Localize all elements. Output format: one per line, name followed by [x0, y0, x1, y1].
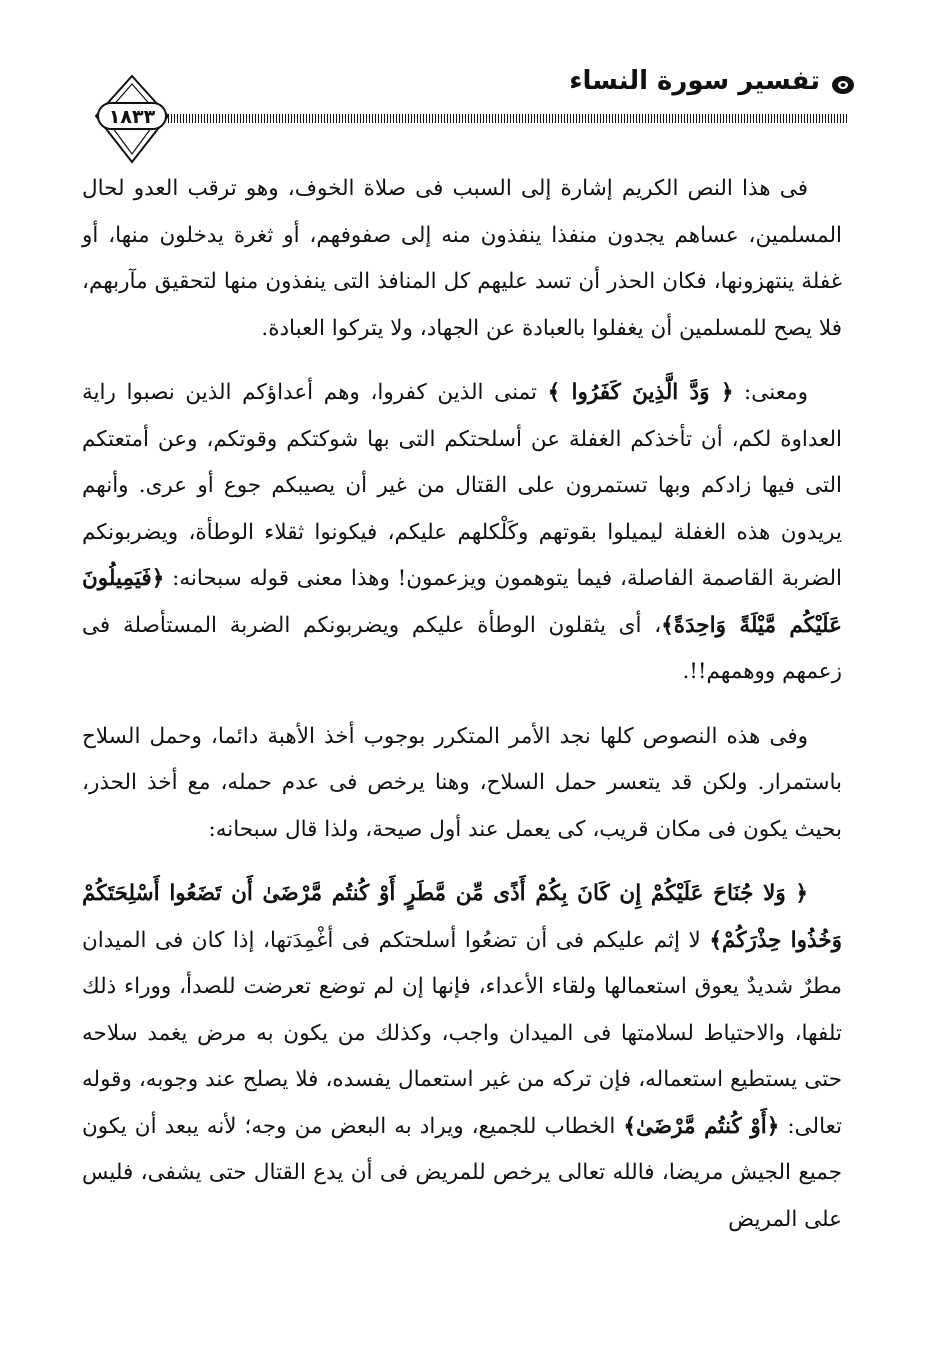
page-number: ١٨٣٣ — [108, 106, 156, 128]
decorative-flower-icon — [830, 74, 856, 96]
paragraph-text: ومعنى: — [733, 380, 808, 405]
quran-verse: ﴿فَيَمِيلُونَ عَلَيْكُم مَّيْلَةً وَاحِدَةً﴾ — [82, 566, 842, 638]
paragraph-text: الخطاب للجميع، ويراد به البعض من وجه؛ لأنه يبعد أن يكون جميع الجيش مريضا، فالله تعالى يرخص للمريض فى أن يدع القتال حتى يشفى، فليس على المريض — [82, 1113, 842, 1232]
paragraph-text: لا إثم عليكم فى أن تضعُوا أسلحتكم فى أغْمِدَتها، إذا كان فى الميدان مطرٌ شديدٌ يعوق استعمالها ولقاء الأعداء، فإنها إن لم توضع تعرضت للصدأ، ووراء ذلك تلفها، والاحتياط لسلامتها فى الميدان واجب، وكذلك من يكون به مرض يغمد سلاحه حتى يستطيع استعماله، فإن تركه من غير استعمال يفسده، فلا يصلح عند وجوبه، وقوله تعالى: — [82, 927, 842, 1139]
body-paragraph — [82, 166, 842, 352]
paragraph-text: تمنى الذين كفروا، وهم أعداؤكم الذين نصبوا راية العداوة لكم، أن تأخذكم الغفلة عن أسلحتكم التى بها شوكتكم وقوتكم، وعن أمتعتكم التى فيها زادكم وبها تستمرون على القتال من غير أن يصيبكم جوع أو عرى. وأنهم يريدون هذه الغفلة ليميلوا بقوتهم وكَلْكلهم عليكم، فيكونوا ثقلاء الوطأة، ويضربونكم الضربة القاصمة الفاصلة، فيما يتوهمون ويزعمون! وهذا معنى قوله سبحانه: — [82, 380, 842, 591]
body-paragraph — [82, 370, 842, 696]
header-rule — [168, 114, 848, 123]
body-paragraph — [82, 871, 842, 1243]
page-number-badge — [92, 72, 172, 162]
body-paragraph — [82, 714, 842, 854]
quran-verse: ﴿أَوْ كُنتُم مَّرْضَىٰ﴾ — [623, 1113, 780, 1139]
paragraph-text: ، أى يثقلون الوطأة عليكم ويضربونكم الضربة المستأصلة فى زعمهم ووهمهم!!. — [82, 612, 842, 684]
page-header — [92, 60, 862, 160]
page-body — [82, 166, 842, 1261]
running-title: تفسير سورة النساء — [569, 66, 820, 96]
paragraph-text: فى هذا النص الكريم إشارة إلى السبب فى صلاة الخوف، وهو ترقب العدو لحال المسلمين، عساهم يجدون منفذا ينفذون منه إلى صفوفهم، أو ثغرة يدخلون منها، أو غفلة ينتهزونها، فكان الحذر أن تسد عليهم كل المنافذ التى ينفذون منها لتحقيق مآربهم، فلا يصح للمسلمين أن يغفلوا بالعبادة عن الجهاد، ولا يتركوا العبادة. — [82, 176, 842, 341]
paragraph-text: وفى هذه النصوص كلها نجد الأمر المتكرر بوجوب أخذ الأهبة دائما، وحمل السلاح باستمرار. ولكن قد يتعسر حمل السلاح، وهنا يرخص فى عدم حمله، مع أخذ الحذر، بحيث يكون فى مكان قريب، كى يعمل عند أول صيحة، ولذا قال سبحانه: — [82, 723, 842, 842]
quran-verse: ﴿ وَدَّ الَّذِينَ كَفَرُوا ﴾ — [547, 380, 734, 405]
quran-verse: ﴿ وَلا جُنَاحَ عَلَيْكُمْ إِن كَانَ بِكُمْ أَذًى مِّن مَّطَرٍ أَوْ كُنتُم مَّرْضَىٰ أَن تَضَعُوا أَسْلِحَتَكُمْ وَخُذُوا حِذْرَكُمْ﴾ — [82, 881, 842, 953]
